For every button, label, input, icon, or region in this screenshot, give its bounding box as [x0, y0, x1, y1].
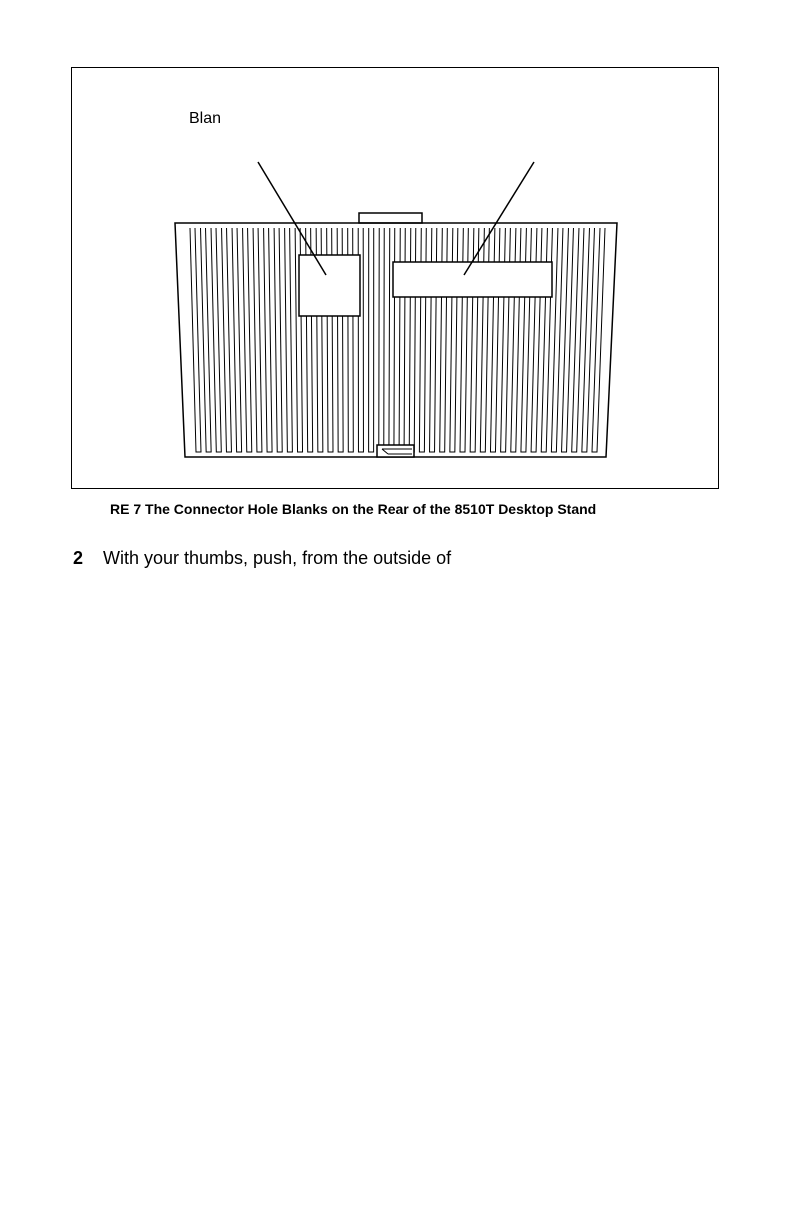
- stand-rib: [201, 228, 212, 452]
- stand-rib: [562, 228, 574, 452]
- bottom-slot: [377, 445, 414, 457]
- connector-hole-blank-wide: [393, 262, 552, 297]
- leader-line-left: [258, 162, 326, 275]
- desktop-stand-rear-diagram: [72, 68, 718, 488]
- stand-rib: [285, 228, 293, 452]
- stand-rib: [592, 228, 605, 452]
- stand-rib: [572, 228, 584, 452]
- instruction-step: [73, 548, 451, 569]
- stand-rib: [551, 228, 563, 452]
- stand-rib: [264, 228, 272, 452]
- top-tab: [359, 213, 422, 223]
- stand-rib: [211, 228, 221, 452]
- blank-label: Blan: [189, 110, 222, 127]
- stand-rib: [243, 228, 252, 452]
- stand-rib: [274, 228, 282, 452]
- step-number: 2: [73, 548, 84, 568]
- stand-rib: [379, 228, 384, 452]
- stand-rib: [222, 228, 232, 452]
- figure-caption: RE 7 The Connector Hole Blanks on the Rear of the 8510T Desktop Stand: [110, 501, 597, 517]
- stand-rib: [369, 228, 374, 452]
- stand-rib: [582, 228, 595, 452]
- stand-rib: [232, 228, 242, 452]
- step-text: With your thumbs, push, from the outside of: [103, 548, 452, 568]
- stand-rib: [253, 228, 262, 452]
- stand-rib: [190, 228, 201, 452]
- connector-hole-blank-small: [299, 255, 360, 316]
- figure-frame: [71, 67, 719, 489]
